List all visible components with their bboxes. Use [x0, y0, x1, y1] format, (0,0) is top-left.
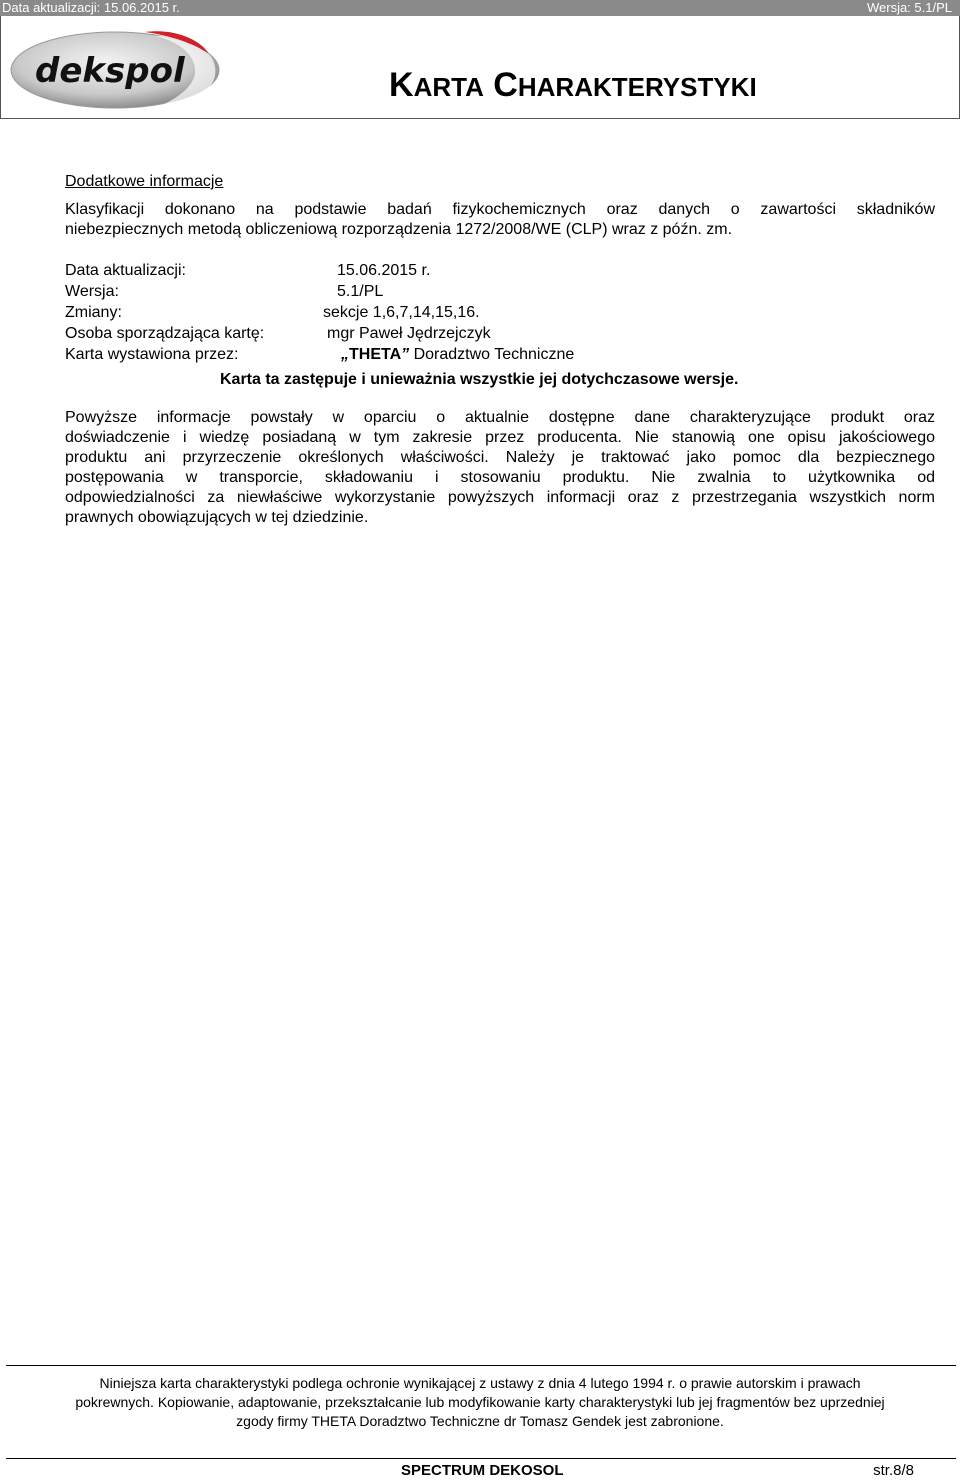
header-version: Wersja: 5.1/PL	[866, 0, 952, 15]
document-title: KARTA CHARAKTERYSTYKI	[389, 66, 757, 104]
dekspol-logo	[5, 24, 225, 112]
footer-divider	[6, 1365, 956, 1366]
info-row-issuer: Karta wystawiona przez: „THETA” Doradztwo Techniczne	[65, 346, 575, 363]
issuer-value: „THETA” Doradztwo Techniczne	[341, 346, 575, 363]
info-row-update: Data aktualizacji: 15.06.2015 r.	[65, 262, 431, 279]
product-name: SPECTRUM DEKOSOL	[401, 1462, 564, 1479]
svg-text:dekspol: dekspol	[35, 51, 185, 91]
document-info	[65, 261, 935, 366]
info-row-version: Wersja: 5.1/PL	[65, 283, 384, 300]
page-number: str.8/8	[873, 1462, 914, 1479]
disclaimer-paragraph: Powyższe informacje powstały w oparciu o aktualnie dostępne dane charakteryzujące produkt oraz doświadczenie i wiedzę posiadaną w tym zakresie przez producenta. Nie stanowią one opisu jakościowego produktu ani przyrzeczenie określonych właściwości. Należy je traktować jako pomoc dla bezpiecznego postępowania w transporcie, składowaniu i stosowaniu produktu. Nie zwalnia to użytkownika od odpowiedzialności za niewłaściwe wykorzystanie powyższych informacji oraz z przestrzegania wszystkich norm prawnych obowiązujących w tej dziedzinie.	[65, 409, 935, 526]
update-date-value: 15.06.2015 r.	[337, 262, 431, 279]
author-value: mgr Paweł Jędrzejczyk	[327, 325, 491, 342]
header-update-date: Data aktualizacji: 15.06.2015 r.	[2, 0, 180, 15]
section-heading: Dodatkowe informacje	[65, 173, 224, 190]
header-bar	[0, 0, 960, 16]
changes-value: sekcje 1,6,7,14,15,16.	[323, 304, 480, 321]
main-content	[65, 172, 935, 528]
info-row-changes: Zmiany: sekcje 1,6,7,14,15,16.	[65, 304, 480, 321]
replacement-note: Karta ta zastępuje i unieważnia wszystkie jej dotychczasowe wersje.	[220, 371, 739, 388]
version-value: 5.1/PL	[337, 283, 384, 300]
copyright-notice: Niniejsza karta charakterystyki podlega ochronie wynikającej z ustawy z dnia 4 lutego 1994 r. o prawie autorskim i prawach pokrewnych. Kopiowanie, adaptowanie, przekształcanie lub modyfikowanie karty charakterystyki lub jej fragmentów bez uprzedniej zgody firmy THETA Doradztwo Techniczne dr Tomasz Gendek jest zabronione.	[75, 1375, 885, 1429]
info-row-author: Osoba sporządzająca kartę: mgr Paweł Jędrzejczyk	[65, 325, 491, 342]
bottom-divider	[6, 1458, 956, 1459]
dekspol-logo-icon	[5, 24, 225, 112]
document-header	[0, 16, 960, 119]
classification-paragraph: Klasyfikacji dokonano na podstawie badań fizykochemicznych oraz danych o zawartości składników niebezpiecznych metodą obliczeniową rozporządzenia 1272/2008/WE (CLP) wraz z późn. zm.	[65, 201, 935, 238]
